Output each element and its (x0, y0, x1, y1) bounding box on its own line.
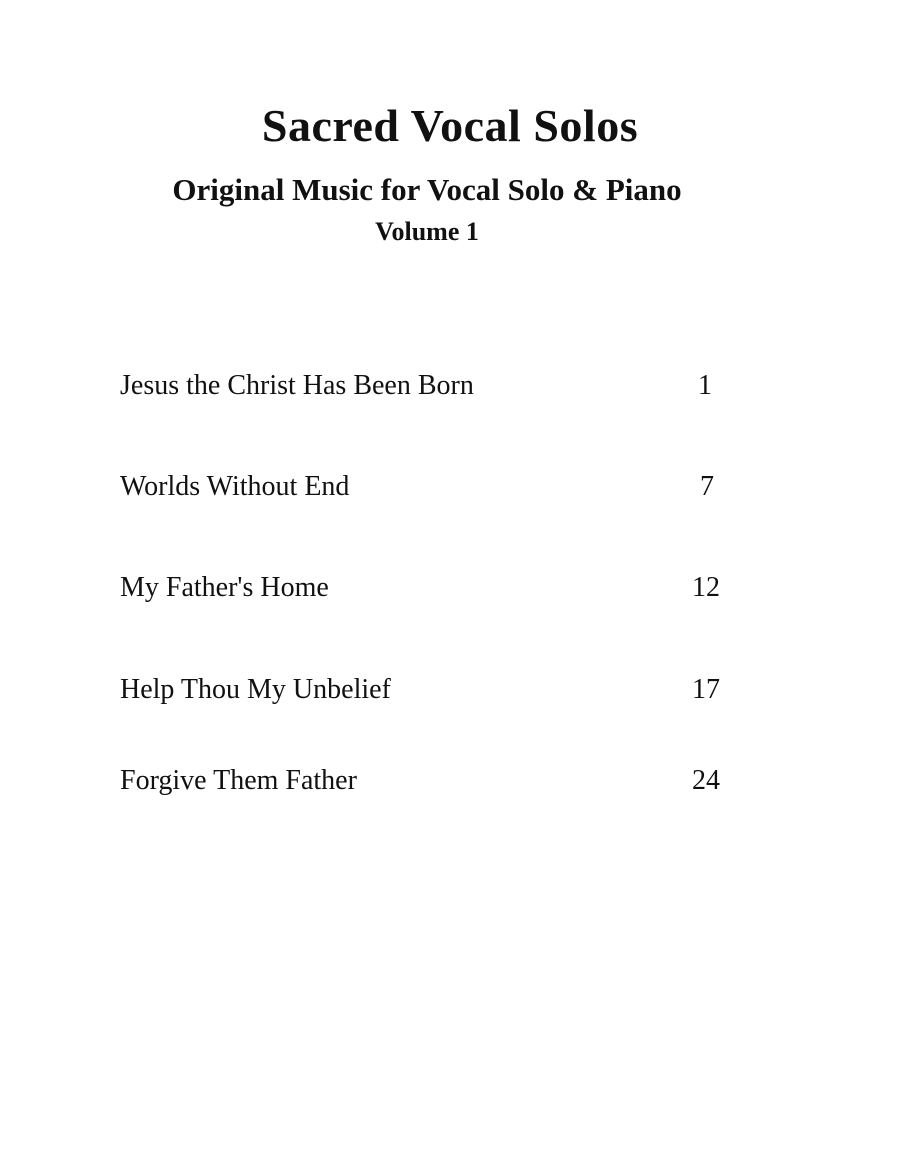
toc-entry-title: Forgive Them Father (120, 765, 357, 796)
toc-entry-page: 7 (700, 471, 714, 502)
toc-entry (120, 761, 720, 801)
toc-entry (120, 366, 720, 406)
toc-entry (120, 467, 720, 507)
toc-entry-title: Jesus the Christ Has Been Born (120, 370, 474, 401)
toc-entry-title: My Father's Home (120, 572, 329, 603)
toc-entry-title: Help Thou My Unbelief (120, 674, 391, 705)
document-title: Sacred Vocal Solos (261, 100, 639, 151)
toc-entry-page: 1 (698, 370, 712, 401)
toc-entry-page: 12 (692, 572, 720, 603)
document-subtitle: Original Music for Vocal Solo & Piano (172, 172, 682, 207)
toc-entry-page: 17 (692, 674, 720, 705)
toc-entry-title: Worlds Without End (120, 471, 350, 502)
toc-entry (120, 568, 720, 608)
toc-entry (120, 670, 720, 710)
toc-entry-page: 24 (692, 765, 720, 796)
volume-label: Volume 1 (375, 217, 479, 246)
